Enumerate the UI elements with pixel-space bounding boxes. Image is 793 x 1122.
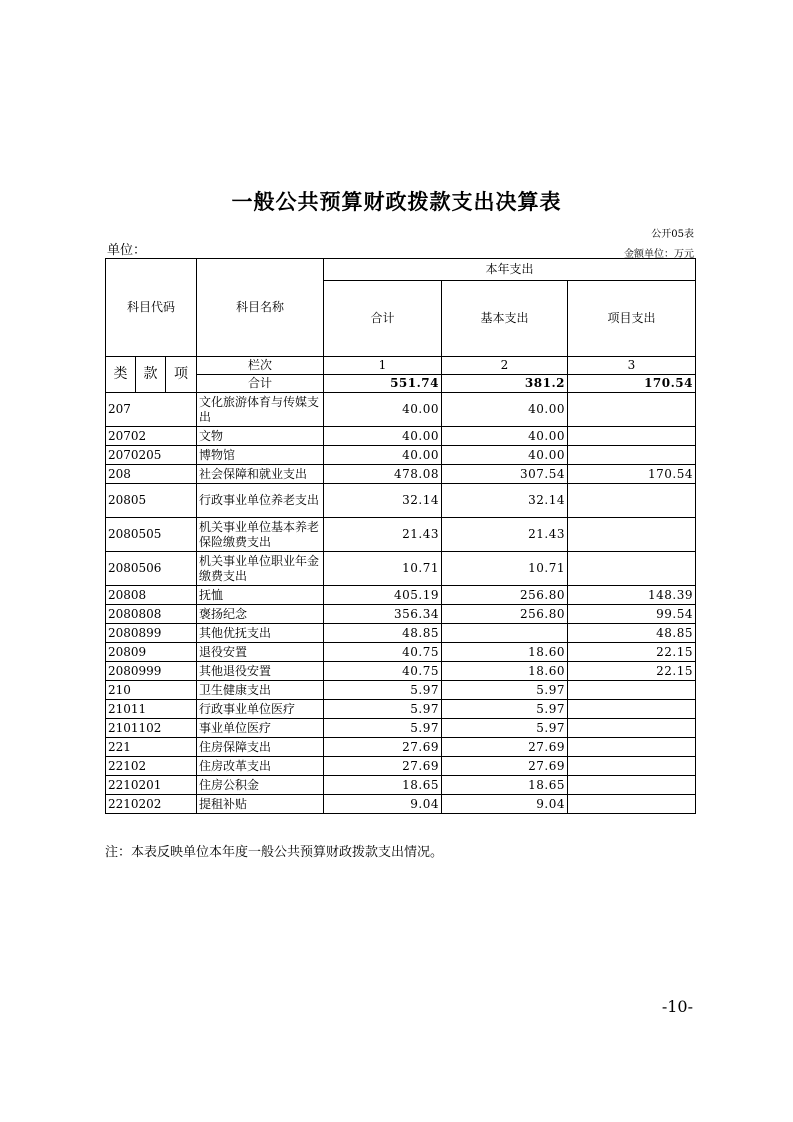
row-name: 住房保障支出 [197,738,324,757]
row-code: 2080506 [106,552,197,586]
row-name: 文物 [197,427,324,446]
row-basic: 256.80 [442,605,568,624]
row-basic: 307.54 [442,465,568,484]
row-total: 356.34 [324,605,442,624]
budget-table [105,258,696,814]
row-total: 40.00 [324,393,442,427]
row-basic: 32.14 [442,484,568,518]
header-xiang: 项 [166,357,197,393]
row-code: 20809 [106,643,197,662]
row-name: 住房公积金 [197,776,324,795]
row-basic: 18.60 [442,662,568,681]
header-current-year: 本年支出 [324,259,696,281]
row-basic: 10.71 [442,552,568,586]
row-code: 2210202 [106,795,197,814]
row-project: 48.85 [568,624,696,643]
header-col3: 3 [568,357,696,375]
row-project [568,700,696,719]
row-project: 22.15 [568,662,696,681]
table-row [106,624,696,643]
table-row [106,484,696,518]
header-project: 项目支出 [568,281,696,357]
row-code: 20702 [106,427,197,446]
row-total: 5.97 [324,700,442,719]
row-basic: 21.43 [442,518,568,552]
row-project [568,552,696,586]
table-row [106,518,696,552]
total-row-total: 551.74 [324,375,442,393]
row-total: 10.71 [324,552,442,586]
row-project [568,681,696,700]
row-basic: 27.69 [442,738,568,757]
form-number: 公开05表 [651,229,694,240]
total-row-label: 合计 [197,375,324,393]
table-row [106,393,696,427]
row-code: 207 [106,393,197,427]
row-project [568,446,696,465]
footnote: 注：本表反映单位本年度一般公共预算财政拨款支出情况。 [105,845,444,860]
row-total: 21.43 [324,518,442,552]
row-total: 40.75 [324,662,442,681]
row-project [568,738,696,757]
row-name: 提租补贴 [197,795,324,814]
row-project: 170.54 [568,465,696,484]
header-lei: 类 [106,357,136,393]
table-row [106,643,696,662]
row-name: 行政事业单位医疗 [197,700,324,719]
total-row-basic: 381.2 [442,375,568,393]
row-basic [442,624,568,643]
row-total: 32.14 [324,484,442,518]
table-row [106,757,696,776]
row-code: 21011 [106,700,197,719]
row-project [568,518,696,552]
row-basic: 5.97 [442,700,568,719]
table-row [106,738,696,757]
row-name: 博物馆 [197,446,324,465]
row-total: 40.00 [324,427,442,446]
row-basic: 18.65 [442,776,568,795]
table-row [106,446,696,465]
row-project [568,427,696,446]
table-row [106,662,696,681]
table-row [106,681,696,700]
row-code: 2210201 [106,776,197,795]
row-name: 其他退役安置 [197,662,324,681]
row-basic: 27.69 [442,757,568,776]
row-code: 22102 [106,757,197,776]
row-name: 住房改革支出 [197,757,324,776]
unit-label: 单位： [107,243,147,258]
row-name: 行政事业单位养老支出 [197,484,324,518]
row-total: 40.75 [324,643,442,662]
row-total: 27.69 [324,738,442,757]
row-name: 褒扬纪念 [197,605,324,624]
header-basic: 基本支出 [442,281,568,357]
header-col2: 2 [442,357,568,375]
table-row [106,605,696,624]
row-code: 20808 [106,586,197,605]
row-name: 退役安置 [197,643,324,662]
row-total: 27.69 [324,757,442,776]
row-name: 文化旅游体育与传媒支出 [197,393,324,427]
row-basic: 5.97 [442,681,568,700]
row-code: 2080899 [106,624,197,643]
header-subject-code: 科目代码 [106,259,197,357]
row-basic: 256.80 [442,586,568,605]
row-name: 抚恤 [197,586,324,605]
row-total: 9.04 [324,795,442,814]
row-code: 2080505 [106,518,197,552]
row-name: 机关事业单位基本养老保险缴费支出 [197,518,324,552]
row-total: 405.19 [324,586,442,605]
row-project [568,757,696,776]
row-total: 5.97 [324,681,442,700]
header-subject-name: 科目名称 [197,259,324,357]
row-code: 2101102 [106,719,197,738]
row-total: 18.65 [324,776,442,795]
row-project: 22.15 [568,643,696,662]
row-project [568,776,696,795]
header-col1: 1 [324,357,442,375]
row-code: 210 [106,681,197,700]
row-basic: 5.97 [442,719,568,738]
header-kuan: 款 [136,357,166,393]
row-total: 48.85 [324,624,442,643]
row-code: 2080808 [106,605,197,624]
row-name: 卫生健康支出 [197,681,324,700]
header-total: 合计 [324,281,442,357]
row-code: 20805 [106,484,197,518]
row-project: 99.54 [568,605,696,624]
row-name: 社会保障和就业支出 [197,465,324,484]
row-basic: 9.04 [442,795,568,814]
row-total: 5.97 [324,719,442,738]
row-project [568,795,696,814]
table-row [106,776,696,795]
page-title: 一般公共预算财政拨款支出决算表 [231,190,562,214]
row-code: 2070205 [106,446,197,465]
row-basic: 40.00 [442,446,568,465]
table-row [106,465,696,484]
row-project: 148.39 [568,586,696,605]
table-row [106,700,696,719]
amount-unit-label: 金额单位：万元 [624,249,694,260]
page-number: -10- [661,997,693,1016]
total-row-project: 170.54 [568,375,696,393]
row-project [568,393,696,427]
row-basic: 40.00 [442,427,568,446]
row-code: 221 [106,738,197,757]
row-total: 478.08 [324,465,442,484]
table-row [106,586,696,605]
table-row [106,719,696,738]
table-row [106,427,696,446]
row-name: 机关事业单位职业年金缴费支出 [197,552,324,586]
row-code: 208 [106,465,197,484]
row-project [568,719,696,738]
row-code: 2080999 [106,662,197,681]
row-total: 40.00 [324,446,442,465]
row-name: 事业单位医疗 [197,719,324,738]
row-project [568,484,696,518]
row-basic: 18.60 [442,643,568,662]
row-basic: 40.00 [442,393,568,427]
header-column-order: 栏次 [197,357,324,375]
table-row [106,552,696,586]
table-row [106,795,696,814]
row-name: 其他优抚支出 [197,624,324,643]
